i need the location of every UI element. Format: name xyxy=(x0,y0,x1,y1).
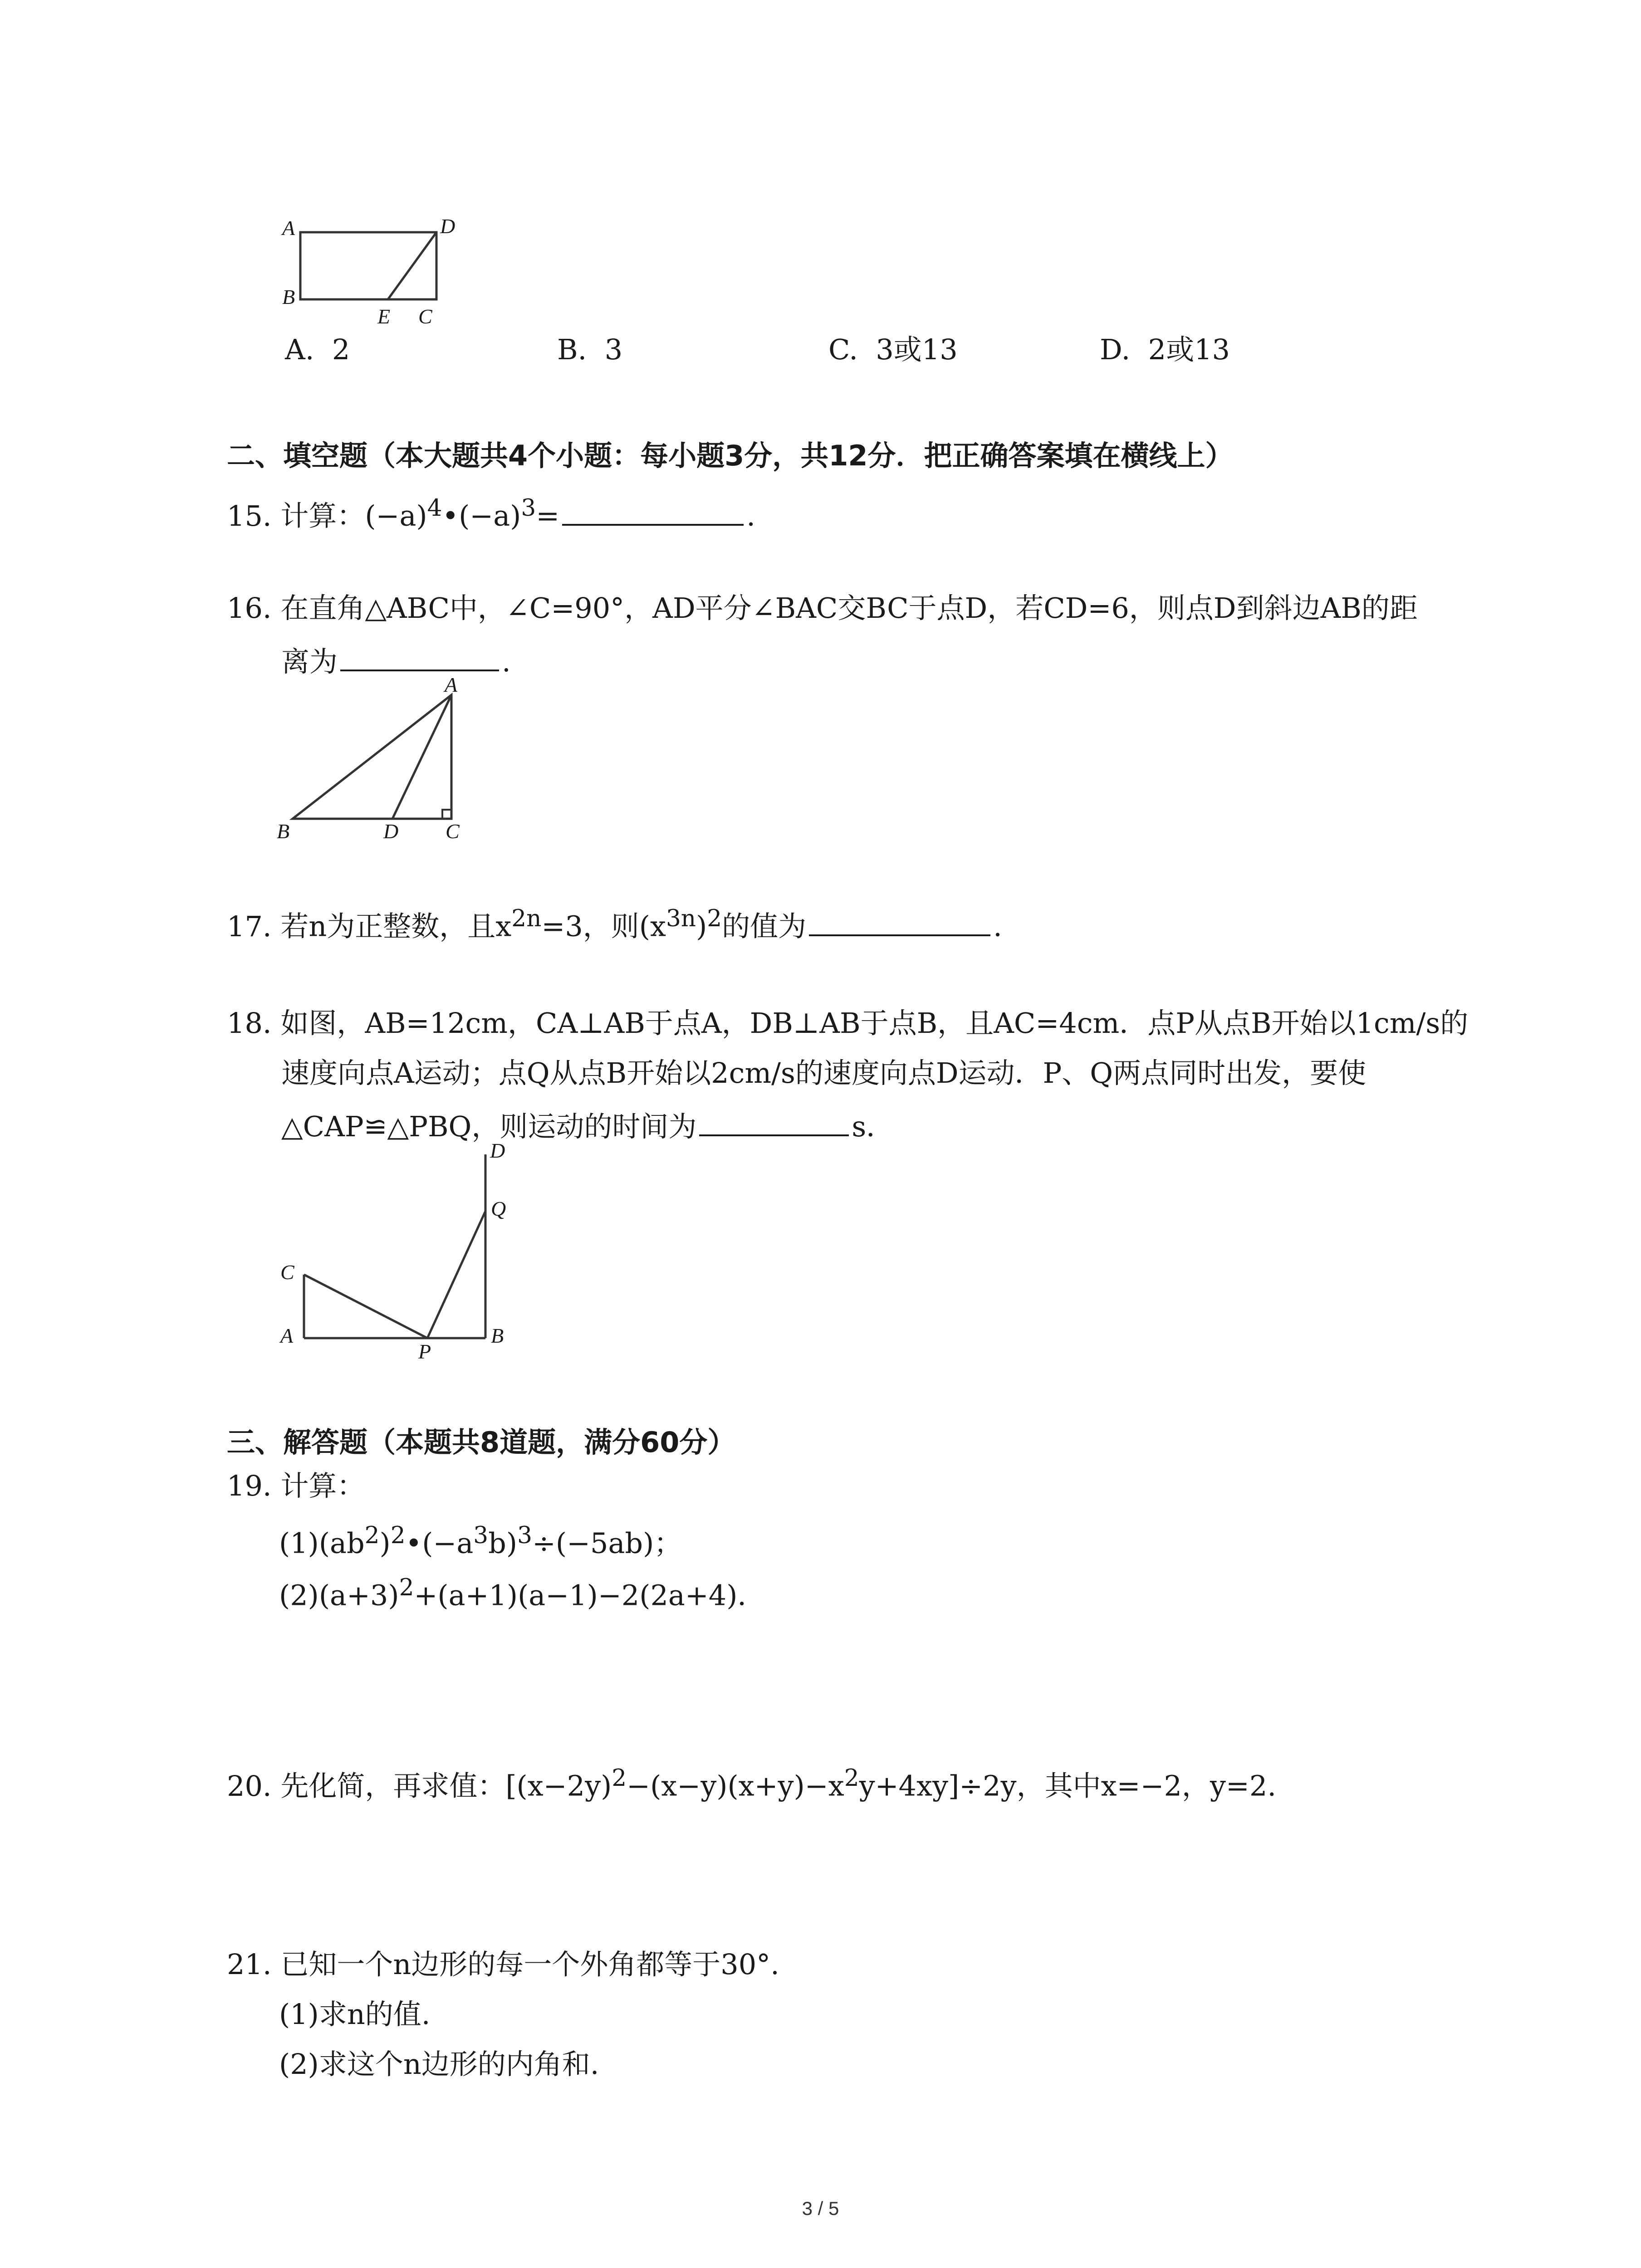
question-19-part1: $(1)(ab^2)^2•(-a^3b)^3\div(-5ab)$； xyxy=(279,1522,682,1560)
right-angle-mark xyxy=(442,810,451,819)
label-c: C xyxy=(418,305,432,328)
label-c: C xyxy=(446,820,460,843)
segment-pq xyxy=(427,1211,485,1338)
label-a: A xyxy=(282,216,295,240)
answer-blank xyxy=(809,909,990,936)
question-18-line2: 速度向点A运动；点Q从点B开始以2cm/s的速度向点D运动．P、Q两点同时出发，要使 xyxy=(281,1056,1367,1090)
question-15: 15. 计算：$(-a)^4•(-a)^3=$ . xyxy=(227,494,755,533)
question-16-line1: 16. 在直角△ABC中，∠C=90°，AD平分∠BAC交BC于点D，若CD=6，则点D到斜边AB的距 xyxy=(227,591,1418,625)
question-17: 17. 若n为正整数，且$x^{2n}=3$，则$(x^{3n})^2$的值为 . xyxy=(227,905,1002,943)
motion-figure xyxy=(272,1139,544,1361)
segment-ad xyxy=(392,695,451,819)
label-p: P xyxy=(418,1340,431,1361)
label-d: D xyxy=(490,1139,505,1162)
segment-de xyxy=(388,232,436,299)
label-d: D xyxy=(440,215,456,238)
section-3-heading: 三、解答题（本题共8道题，满分60分） xyxy=(227,1426,736,1459)
question-19-part2: $(2)(a+3)^2+(a+1)(a-1)-2(2a+4)$． xyxy=(279,1574,766,1612)
choice-c: C. 3或13 xyxy=(828,333,958,366)
question-20: 20. 先化简，再求值：$[(x-2y)^2-(x-y)(x+y)-x^2y+4xy]\div 2y$，其中x=−2，y=2. xyxy=(227,1765,1277,1803)
section-2-heading: 二、填空题（本大题共4个小题：每小题3分，共12分．把正确答案填在横线上） xyxy=(227,439,1234,472)
label-e: E xyxy=(377,305,391,328)
question-21-part2: (2)求这个n边形的内角和. xyxy=(279,2048,599,2081)
rectangle-abcd xyxy=(300,232,436,299)
question-16-line2: 离为 . xyxy=(281,645,511,678)
label-q: Q xyxy=(491,1197,506,1220)
choice-a: A. 2 xyxy=(285,333,350,366)
question-18-line3: △CAP≌△PBQ，则运动的时间为 s． xyxy=(281,1110,895,1143)
rectangle-figure xyxy=(272,213,481,331)
label-a: A xyxy=(445,676,458,696)
triangle-figure xyxy=(268,676,481,844)
question-18-line1: 18. 如图，AB=12cm，CA⊥AB于点A，DB⊥AB于点B，且AC=4cm．点P从点B开始以1cm/s的 xyxy=(227,1007,1469,1040)
triangle-abc xyxy=(293,695,451,819)
label-a: A xyxy=(280,1324,294,1347)
label-c: C xyxy=(280,1261,294,1284)
segment-cp xyxy=(304,1275,427,1338)
question-21: 21. 已知一个n边形的每一个外角都等于30°. xyxy=(227,1948,779,1981)
choice-d: D. 2或13 xyxy=(1100,333,1230,366)
page-number: 3 / 5 xyxy=(802,2198,839,2219)
answer-blank xyxy=(340,644,499,671)
label-b: B xyxy=(277,820,290,843)
label-b: B xyxy=(491,1324,504,1347)
question-21-part1: (1)求n的值. xyxy=(279,1998,431,2031)
label-d: D xyxy=(383,820,399,843)
answer-blank xyxy=(699,1109,849,1136)
choice-b: B. 3 xyxy=(557,333,623,366)
answer-blank xyxy=(562,499,744,526)
label-b: B xyxy=(282,285,295,308)
question-19: 19. 计算： xyxy=(227,1469,365,1502)
